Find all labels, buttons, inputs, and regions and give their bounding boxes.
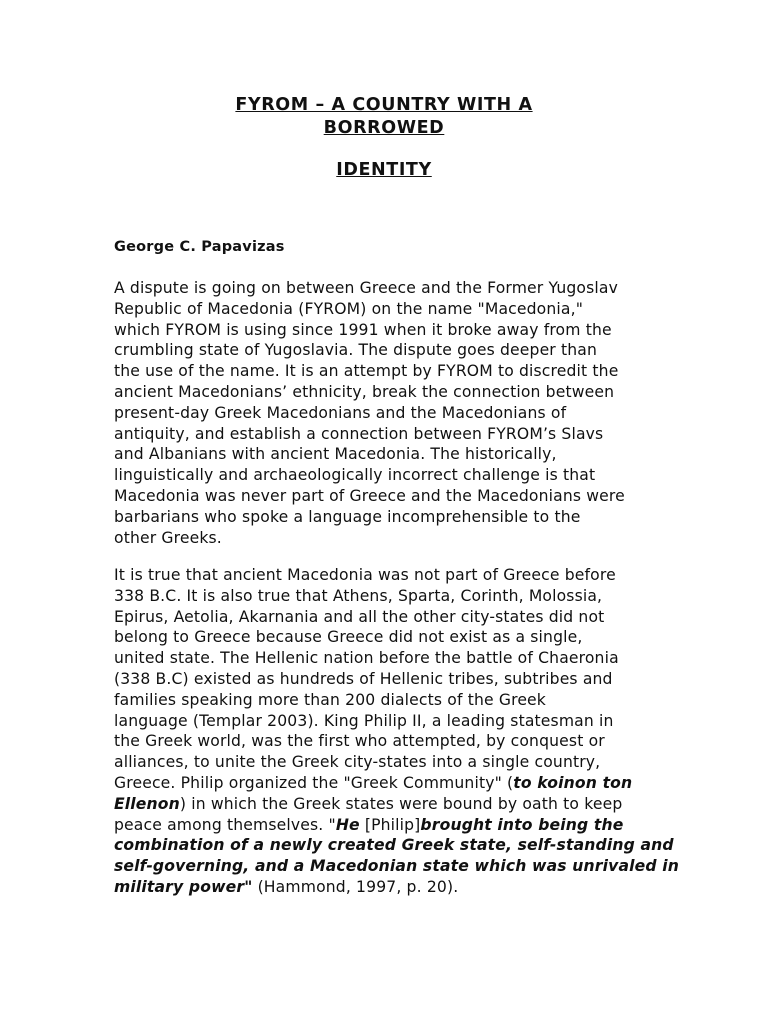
paragraph-line: crumbling state of Yugoslavia. The dispute goes deeper than xyxy=(114,341,598,360)
paragraph-line: families speaking more than 200 dialects of the Greek xyxy=(114,690,546,709)
paragraph-line: other Greeks. xyxy=(114,528,222,547)
title-line-1: FYROM – A COUNTRY WITH A xyxy=(235,95,533,115)
emphasis-text: He xyxy=(335,815,360,834)
quote-line: combination of a newly created Greek state, self-standing and xyxy=(114,836,674,855)
author-name: George C. Papavizas xyxy=(114,239,285,255)
emphasis-text: Ellenon xyxy=(114,794,180,813)
quote-line: self-governing, and a Macedonian state which was unrivaled in xyxy=(114,857,679,876)
paragraph-line: language (Templar 2003). King Philip II, a leading statesman in xyxy=(114,711,614,730)
document-title xyxy=(210,94,558,182)
text-run: Greece. Philip organized the "Greek Community" ( xyxy=(114,773,514,792)
emphasis-text: to koinon ton xyxy=(513,773,633,792)
paragraph-line: It is true that ancient Macedonia was not part of Greece before xyxy=(114,566,616,584)
paragraph-line: united state. The Hellenic nation before the battle of Chaeronia xyxy=(114,649,619,668)
paragraph-line: Republic of Macedonia (FYROM) on the name "Macedonia," xyxy=(114,299,584,318)
paragraph-line: (338 B.C) existed as hundreds of Hellenic tribes, subtribes and xyxy=(114,669,613,688)
paragraph-line: antiquity, and establish a connection between FYROM’s Slavs xyxy=(114,424,604,443)
emphasis-text: brought into being the xyxy=(420,815,624,834)
paragraph-line: barbarians who spoke a language incomprehensible to the xyxy=(114,507,581,526)
text-run: [Philip] xyxy=(359,815,421,834)
text-run: peace among themselves. " xyxy=(114,815,336,834)
citation-text: (Hammond, 1997, p. 20). xyxy=(252,877,459,896)
paragraph-line: the Greek world, was the first who attempted, by conquest or xyxy=(114,732,605,751)
paragraph-line: Macedonia was never part of Greece and the Macedonians were xyxy=(114,486,625,505)
paragraph-2 xyxy=(114,565,679,898)
paragraph-line: A dispute is going on between Greece and the Former Yugoslav xyxy=(114,279,618,297)
paragraph-line xyxy=(114,794,662,815)
paragraph-line: which FYROM is using since 1991 when it broke away from the xyxy=(114,320,612,339)
paragraph-line: belong to Greece because Greece did not exist as a single, xyxy=(114,628,583,647)
paragraph-line: ancient Macedonians’ ethnicity, break the connection between xyxy=(114,382,615,401)
paragraph-line: linguistically and archaeologically incorrect challenge is that xyxy=(114,466,596,485)
paragraph-line: and Albanians with ancient Macedonia. The historically, xyxy=(114,445,557,464)
paragraph-line xyxy=(114,773,662,794)
text-run: ) in which the Greek states were bound by oath to keep xyxy=(179,794,623,813)
paragraph-1 xyxy=(114,278,662,548)
title-line-2: BORROWED xyxy=(323,118,445,138)
paragraph-line xyxy=(114,877,662,898)
paragraph-line: Epirus, Aetolia, Akarnania and all the other city-states did not xyxy=(114,607,605,626)
paragraph-line: alliances, to unite the Greek city-states into a single country, xyxy=(114,753,601,772)
title-line-3: IDENTITY xyxy=(336,160,432,180)
paragraph-line: present-day Greek Macedonians and the Macedonians of xyxy=(114,403,567,422)
emphasis-text: military power" xyxy=(114,877,253,896)
paragraph-line xyxy=(114,815,662,836)
paragraph-line: 338 B.C. It is also true that Athens, Sparta, Corinth, Molossia, xyxy=(114,586,603,605)
paragraph-line: the use of the name. It is an attempt by FYROM to discredit the xyxy=(114,362,619,381)
